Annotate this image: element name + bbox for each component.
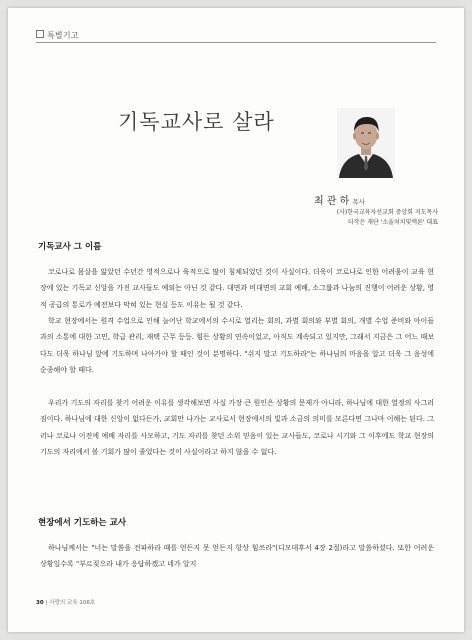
page-footer (36, 598, 95, 606)
magazine-page (8, 8, 464, 632)
section-label-text: 특별기고 (47, 31, 79, 40)
author-byline (314, 192, 365, 207)
author-portrait-image (337, 108, 395, 178)
author-role: 목사 (352, 198, 365, 206)
section-heading-2: 현장에서 기도하는 교사 (38, 518, 127, 528)
paragraph: 학교 현장에서는 원격 수업으로 인해 늘어난 학교에서의 수시로 열리는 회의, 과별 회의와 부별 회의, 개별 수업 준비와 아이들과의 소통에 대한 고민, 학급 관리, 재택 근무 등등. 힘든 상황의 연속이었고, 아직도 계속되고 있지만, 그래서 지금은 그 어느 때보다도 더욱 하나님 앞에 기도하며 나아가야 할 때인 것이 분명하다. "쉬지 말고 기도하라"는 하나님의 마음을 알고 더욱 그 음성에 순종해야 할 때다. (40, 317, 434, 375)
header-rule (36, 42, 436, 43)
article-title: 기독교사로 살라 (118, 110, 275, 134)
publication-name: | 사랑의 교육 106호 (45, 600, 96, 606)
page-number: 30 (36, 600, 44, 606)
section-label (36, 30, 79, 41)
author-name: 최 관 하 (314, 196, 350, 207)
author-photo (337, 108, 395, 178)
paragraph: 우리가 기도의 자리를 찾기 어려운 이유를 생각해보면 사실 가장 큰 원인은 상황의 문제가 아니라, 하나님에 대한 열정의 사그러짐이다. 하나님에 대한 신앙이 없다든가, 교회만 나가는 교사로서 현장에서의 빛과 소금의 의미를 모른다면 그나마 이해는 된다. 그러나 코로나 이전에 예배 자리를 사모하고, 기도 자리를 찾던 소위 믿음이 있는 교사들도, 코로나 시기와 그 이후에도 학교 현장의 기도의 자리에서 볼 기회가 많이 줄었다는 것이 사실이라고 하지 않을 수 없다. (40, 399, 434, 457)
paragraph: 하나님께서는 "너는 말씀을 전파하라 때를 얻든지 못 얻든지 항상 힘쓰라"(디모데후서 4장 2절)라고 말씀하셨다. 또한 어려운 상황일수록 "부르짖으라 내가 응답하겠고 네가 알지 (40, 544, 434, 569)
author-affiliation-1: (사)한국교육자선교회 중앙회 지도목사 (336, 209, 438, 216)
author-affiliation-2: 더작은 재단 '소울쳐치및맥론' 대표 (347, 219, 438, 226)
checkbox-square-icon (36, 30, 44, 38)
section-heading-1: 기독교사 그 이름 (38, 242, 102, 252)
paragraph: 코로나로 몸살을 앓았던 수년간 영적으로나 육적으로 많이 침체되었던 것이 사실이다. 더욱이 코로나로 인한 어려움이 교육 현장에 있는 기독교 신앙을 가진 교사들도 예외는 아닌 것 같다. 대면과 비대면의 교회 예배, 소그룹과 나눔의 진행이 어려운 상황, 영적 공급의 통로가 예전보다 막혀 있는 현실 등도 이유는 될 것 같다. (40, 268, 434, 309)
